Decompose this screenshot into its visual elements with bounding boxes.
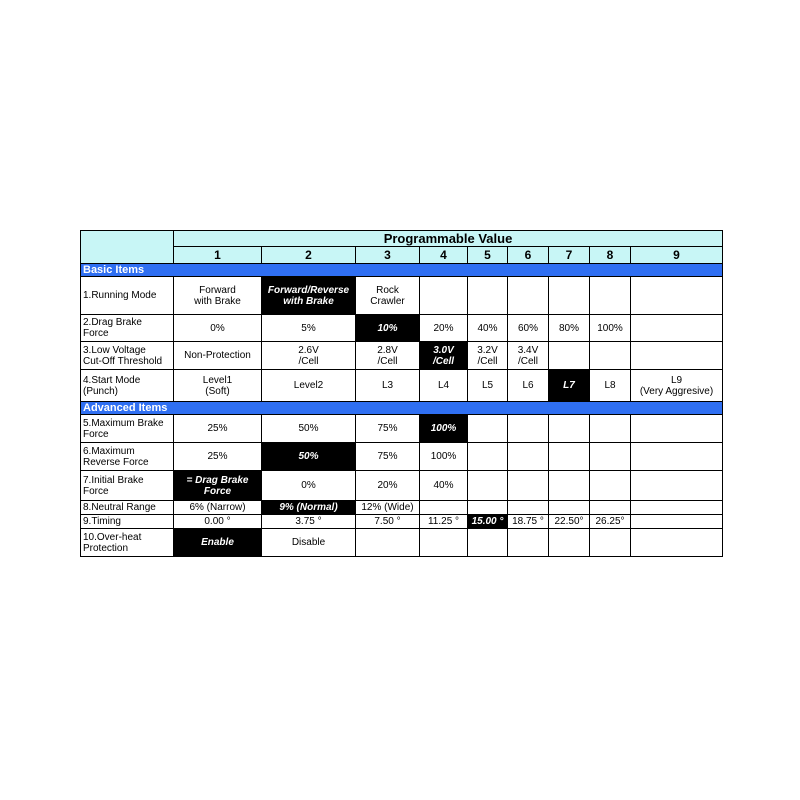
- value-cell: [356, 529, 420, 557]
- value-cell: 26.25°: [590, 515, 631, 529]
- value-cell: [549, 501, 590, 515]
- value-cell: [549, 529, 590, 557]
- value-cell: L5: [468, 370, 508, 402]
- value-cell: [468, 471, 508, 501]
- value-cell: 80%: [549, 315, 590, 342]
- value-cell: [468, 277, 508, 315]
- value-cell: 100%: [420, 443, 468, 471]
- value-cell: 22.50°: [549, 515, 590, 529]
- value-cell: 5%: [262, 315, 356, 342]
- value-cell: [590, 529, 631, 557]
- row-label: 1.Running Mode: [81, 277, 174, 315]
- value-cell: [631, 529, 723, 557]
- value-cell: 6% (Narrow): [174, 501, 262, 515]
- value-cell: 0%: [262, 471, 356, 501]
- row-label: 10.Over-heat Protection: [81, 529, 174, 557]
- column-header-3: 3: [356, 247, 420, 264]
- value-cell: [590, 277, 631, 315]
- row-label: 4.Start Mode (Punch): [81, 370, 174, 402]
- value-cell: [549, 342, 590, 370]
- value-cell: [420, 501, 468, 515]
- value-cell: 60%: [508, 315, 549, 342]
- value-cell: 75%: [356, 443, 420, 471]
- value-cell: [590, 471, 631, 501]
- value-cell: 25%: [174, 443, 262, 471]
- value-cell: Enable: [174, 529, 262, 557]
- row-label: 6.Maximum Reverse Force: [81, 443, 174, 471]
- value-cell: [468, 443, 508, 471]
- corner-cell: [81, 231, 174, 264]
- column-header-6: 6: [508, 247, 549, 264]
- section-title: Advanced Items: [81, 402, 723, 415]
- value-cell: [508, 443, 549, 471]
- value-cell: [631, 415, 723, 443]
- value-cell: L4: [420, 370, 468, 402]
- value-cell: [508, 471, 549, 501]
- value-cell: 3.4V /Cell: [508, 342, 549, 370]
- value-cell: L8: [590, 370, 631, 402]
- value-cell: [631, 443, 723, 471]
- value-cell: = Drag Brake Force: [174, 471, 262, 501]
- row-label: 5.Maximum Brake Force: [81, 415, 174, 443]
- table-row: [81, 370, 723, 402]
- value-cell: Forward with Brake: [174, 277, 262, 315]
- value-cell: 75%: [356, 415, 420, 443]
- value-cell: Forward/Reverse with Brake: [262, 277, 356, 315]
- value-cell: 7.50 °: [356, 515, 420, 529]
- value-cell: 100%: [590, 315, 631, 342]
- table-row: [81, 277, 723, 315]
- section-row: [81, 402, 723, 415]
- value-cell: [549, 443, 590, 471]
- column-header-1: 1: [174, 247, 262, 264]
- table-row: [81, 515, 723, 529]
- row-label: 8.Neutral Range: [81, 501, 174, 515]
- value-cell: 11.25 °: [420, 515, 468, 529]
- row-label: 7.Initial Brake Force: [81, 471, 174, 501]
- value-cell: [590, 443, 631, 471]
- value-cell: [631, 342, 723, 370]
- table-row: [81, 443, 723, 471]
- value-cell: [468, 501, 508, 515]
- value-cell: [631, 515, 723, 529]
- value-cell: 2.6V /Cell: [262, 342, 356, 370]
- value-cell: Level1 (Soft): [174, 370, 262, 402]
- value-cell: [631, 471, 723, 501]
- programmable-value-table: [80, 230, 723, 557]
- table-row: [81, 471, 723, 501]
- value-cell: [590, 415, 631, 443]
- value-cell: 15.00 °: [468, 515, 508, 529]
- value-cell: Level2: [262, 370, 356, 402]
- value-cell: Disable: [262, 529, 356, 557]
- value-cell: 0.00 °: [174, 515, 262, 529]
- value-cell: 10%: [356, 315, 420, 342]
- value-cell: L7: [549, 370, 590, 402]
- table-row: [81, 342, 723, 370]
- row-label: 3.Low Voltage Cut-Off Threshold: [81, 342, 174, 370]
- value-cell: 9% (Normal): [262, 501, 356, 515]
- value-cell: L9 (Very Aggresive): [631, 370, 723, 402]
- section-title: Basic Items: [81, 264, 723, 277]
- column-header-8: 8: [590, 247, 631, 264]
- value-cell: [508, 277, 549, 315]
- section-row: [81, 264, 723, 277]
- value-cell: L3: [356, 370, 420, 402]
- value-cell: Rock Crawler: [356, 277, 420, 315]
- value-cell: [590, 342, 631, 370]
- column-header-9: 9: [631, 247, 723, 264]
- value-cell: [420, 529, 468, 557]
- value-cell: [508, 501, 549, 515]
- value-cell: 0%: [174, 315, 262, 342]
- value-cell: [549, 471, 590, 501]
- value-cell: [631, 501, 723, 515]
- value-cell: 50%: [262, 415, 356, 443]
- value-cell: [508, 415, 549, 443]
- table-row: [81, 415, 723, 443]
- row-label: 2.Drag Brake Force: [81, 315, 174, 342]
- value-cell: 2.8V /Cell: [356, 342, 420, 370]
- value-cell: 100%: [420, 415, 468, 443]
- value-cell: [420, 277, 468, 315]
- value-cell: [631, 277, 723, 315]
- value-cell: 20%: [356, 471, 420, 501]
- value-cell: [590, 501, 631, 515]
- row-label: 9.Timing: [81, 515, 174, 529]
- table-row: [81, 501, 723, 515]
- value-cell: [508, 529, 549, 557]
- programmable-value-header: Programmable Value: [174, 231, 723, 247]
- value-cell: [468, 529, 508, 557]
- value-cell: 20%: [420, 315, 468, 342]
- value-cell: 50%: [262, 443, 356, 471]
- value-cell: 3.0V /Cell: [420, 342, 468, 370]
- column-header-2: 2: [262, 247, 356, 264]
- value-cell: [631, 315, 723, 342]
- column-header-5: 5: [468, 247, 508, 264]
- value-cell: [468, 415, 508, 443]
- value-cell: 12% (Wide): [356, 501, 420, 515]
- value-cell: 40%: [420, 471, 468, 501]
- value-cell: 18.75 °: [508, 515, 549, 529]
- table-row: [81, 315, 723, 342]
- value-cell: 40%: [468, 315, 508, 342]
- column-header-4: 4: [420, 247, 468, 264]
- value-cell: 3.75 °: [262, 515, 356, 529]
- value-cell: 3.2V /Cell: [468, 342, 508, 370]
- value-cell: Non-Protection: [174, 342, 262, 370]
- table-row: [81, 529, 723, 557]
- column-header-7: 7: [549, 247, 590, 264]
- value-cell: [549, 277, 590, 315]
- value-cell: [549, 415, 590, 443]
- value-cell: L6: [508, 370, 549, 402]
- value-cell: 25%: [174, 415, 262, 443]
